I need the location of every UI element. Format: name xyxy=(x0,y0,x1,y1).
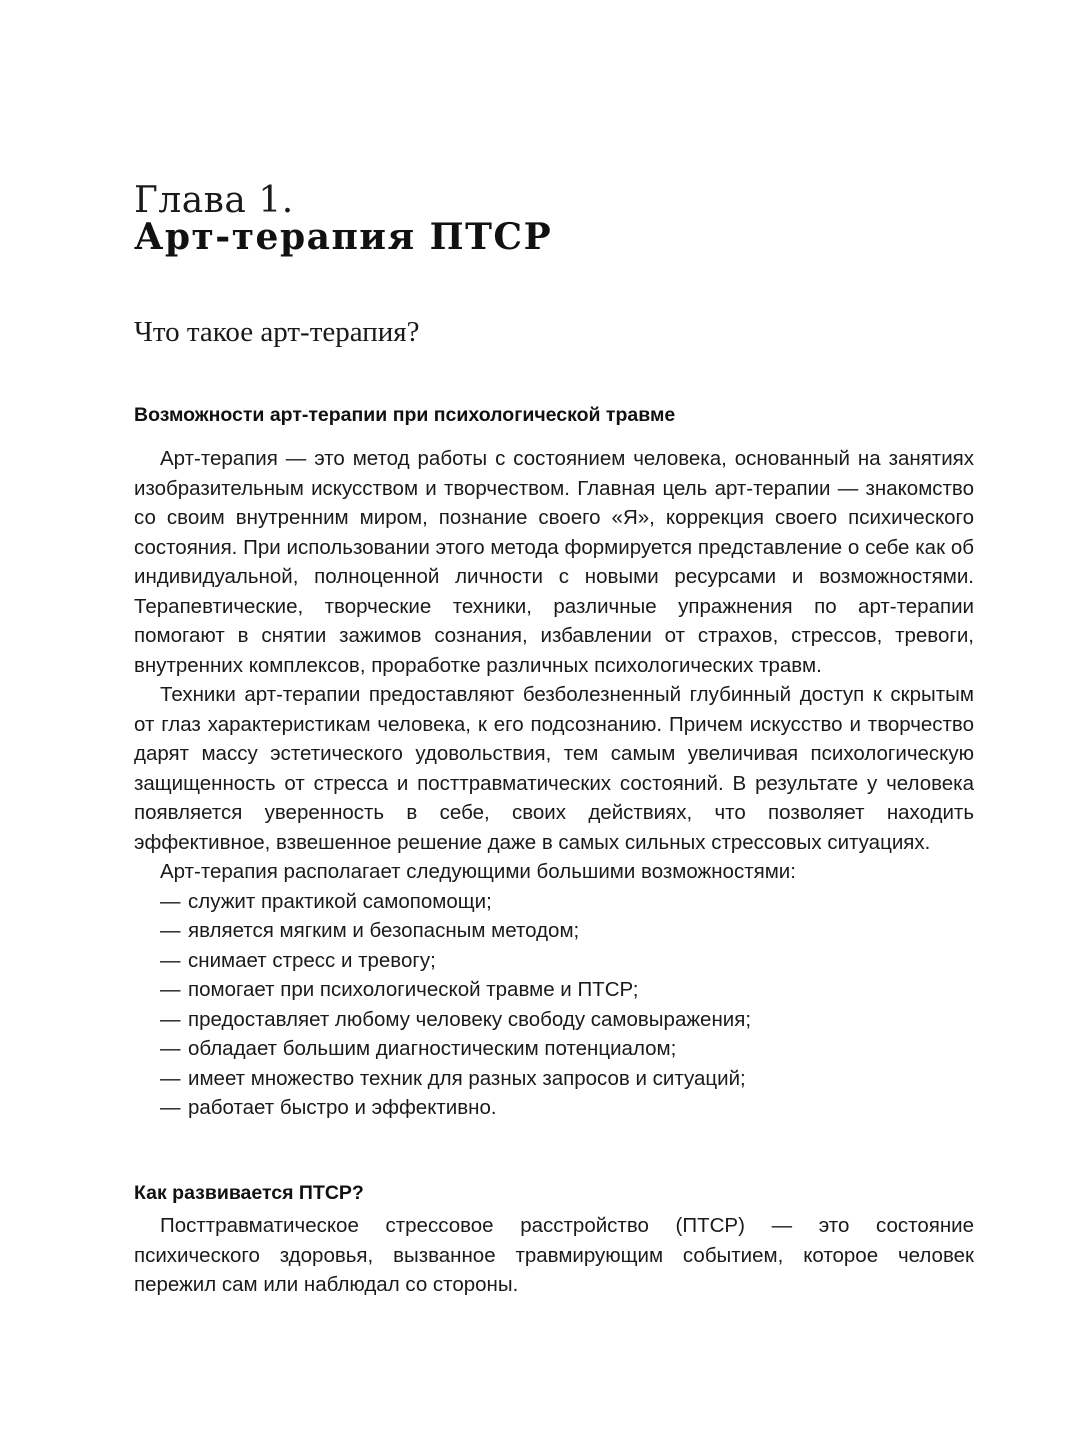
chapter-number: Глава 1. xyxy=(134,180,294,221)
paragraph: Техники арт-терапии предоставляют безболезненный глубинный доступ к скрытым от глаз характеристикам человека, к его подсознанию. Причем искусство и творчество дарят массу эстетического удовольствия, тем самым увеличивая психологическую защищенность от стресса и посттравматических состояний. В результате у человека появляется уверенность в себе, своих действиях, что позволяет находить эффективное, взвешенное решение даже в самых сильных стрессовых ситуациях. xyxy=(134,683,974,854)
list-dash: — xyxy=(160,1096,181,1119)
list-dash: — xyxy=(160,1037,181,1060)
list-item-text: помогает при психологической травме и ПТСР; xyxy=(188,978,639,1001)
list-item-text: обладает большим диагностическим потенциалом; xyxy=(188,1037,677,1060)
section-title: Что такое арт-терапия? xyxy=(134,316,420,348)
list-item xyxy=(134,946,974,976)
list-dash: — xyxy=(160,1007,181,1031)
paragraph: Посттравматическое стрессовое расстройство (ПТСР) — это состояние психического здоровья, вызванное травмирующим событием, которое человек пережил сам или наблюдал со стороны. xyxy=(134,1214,974,1296)
book-page xyxy=(134,0,974,1440)
body-text-block-2 xyxy=(134,1211,974,1300)
list-item xyxy=(134,916,974,946)
list-dash: — xyxy=(160,978,181,1001)
paragraph: Арт-терапия — это метод работы с состоянием человека, основанный на занятиях изобразительным искусством и творчеством. Главная цель арт-терапии — знакомство со своим внутренним миром, познание своего «Я», коррекция своего психического состояния. При использовании этого метода формируется представление о себе как об индивидуальной, полноценной личности с новыми ресурсами и возможностями. Терапевтические, творческие техники, различные упражнения по арт-терапии помогают в снятии зажимов сознания, избавлении от страхов, стрессов, тревоги, внутренних комплексов, проработке различных психологических травм. xyxy=(134,447,974,677)
list-item-text: служит практикой самопомощи; xyxy=(188,889,492,913)
list-dash: — xyxy=(160,948,181,972)
list-item xyxy=(134,975,974,1005)
list-dash: — xyxy=(160,1066,181,1090)
paragraph: Арт-терапия располагает следующими большими возможностями: xyxy=(160,860,796,883)
list-item-text: является мягким и безопасным методом; xyxy=(188,919,580,942)
subsection-heading-ptsd-development: Как развивается ПТСР? xyxy=(134,1182,364,1204)
subsection-heading-art-therapy-possibilities: Возможности арт-терапии при психологической травме xyxy=(134,404,676,426)
list-dash: — xyxy=(160,919,181,942)
possibilities-list xyxy=(134,887,974,1123)
list-item xyxy=(134,887,974,917)
list-item-text: предоставляет любому человеку свободу самовыражения; xyxy=(188,1007,752,1031)
list-dash: — xyxy=(160,889,181,913)
list-item-text: снимает стресс и тревогу; xyxy=(188,948,436,972)
list-item-text: имеет множество техник для разных запросов и ситуаций; xyxy=(188,1066,746,1090)
list-item xyxy=(134,1093,974,1123)
list-item-text: работает быстро и эффективно. xyxy=(188,1096,497,1119)
list-item xyxy=(134,1005,974,1035)
body-text-block-1 xyxy=(134,444,974,1123)
chapter-title: Арт-терапия ПТСР xyxy=(134,216,553,258)
list-item xyxy=(134,1064,974,1094)
list-item xyxy=(134,1034,974,1064)
